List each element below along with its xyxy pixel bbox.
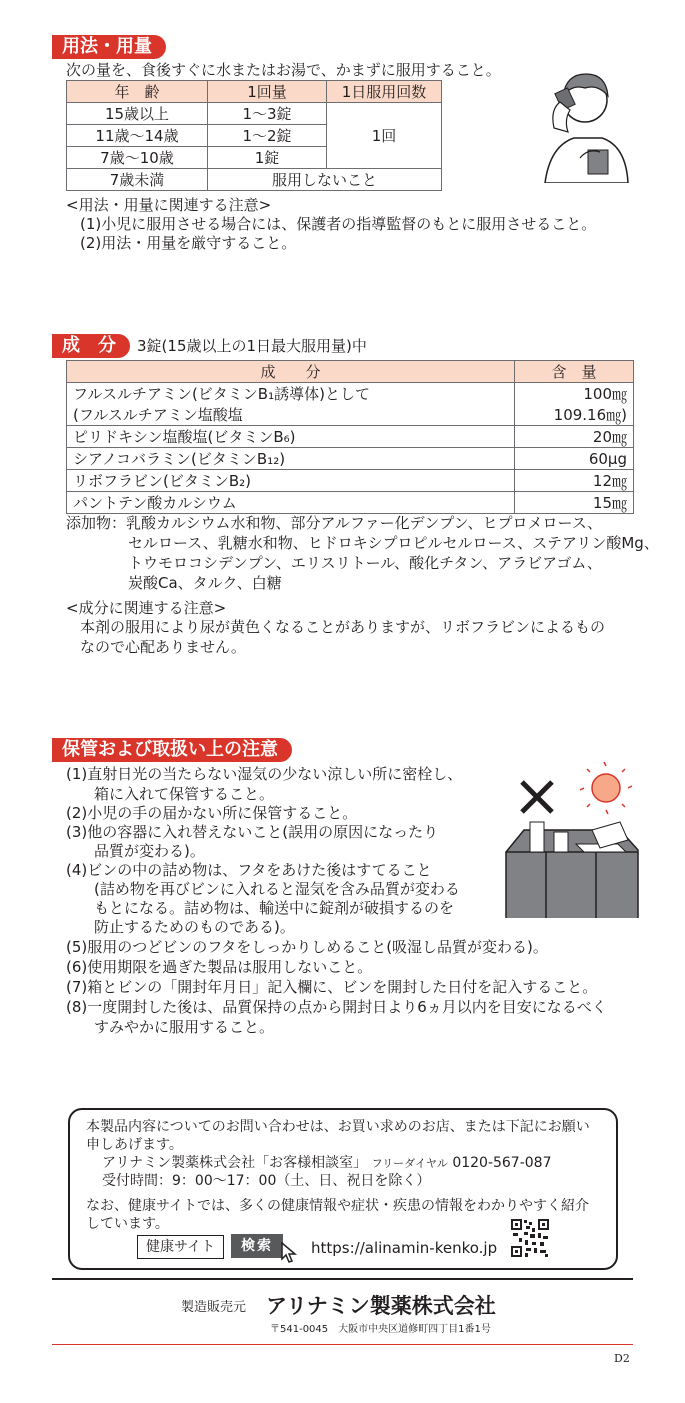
contact-hours: 受付時間：9：00～17：00（土、日、祝日を除く） (102, 1173, 431, 1189)
ingredients-notes-title: <成分に関連する注意> (66, 599, 227, 617)
ingredient-name: ピリドキシン塩酸塩(ビタミンB₆) (67, 426, 515, 448)
storage-line: もとになる。詰め物は、輸送中に錠剤が破損するのを (94, 899, 455, 917)
manufacturer-label: 製造販売元 (181, 1300, 247, 1315)
row-dose: 1錠 (208, 147, 327, 169)
dosage-table (66, 80, 442, 191)
row-age: 15歳以上 (67, 103, 208, 125)
additives-line-4: 炭酸Ca、タルク、白糖 (128, 574, 282, 592)
manufacturer-name: アリナミン製薬株式会社 (266, 1294, 496, 1318)
storage-shelf-illustration (500, 760, 640, 920)
storage-line: (3)他の容器に入れ替えないこと(誤用の原因になったり (66, 823, 439, 841)
row-age: 7歳未満 (67, 169, 208, 191)
usage-intro: 次の量を、食後すぐに水またはお湯で、かまずに服用すること。 (66, 61, 501, 79)
storage-line: (5)服用のつどビンのフタをしっかりしめること(吸湿し品質が変わる)。 (66, 938, 548, 956)
cursor-arrow-icon (280, 1242, 298, 1264)
storage-line: (4)ビンの中の詰め物は、フタをあけた後はすてること (66, 861, 432, 879)
header-dose: 1回量 (208, 81, 327, 103)
usage-notes-title: <用法・用量に関連する注意> (66, 196, 272, 214)
ingredient-amount: 12㎎ (515, 470, 634, 492)
row-age: 11歳～14歳 (67, 125, 208, 147)
contact-line-1: 本製品内容についてのお問い合わせは、お買い求めのお店、または下記にお願い (86, 1119, 590, 1135)
additives-line-3: トウモロコシデンプン、エリスリトール、酸化チタン、アラビアゴム、 (128, 554, 602, 572)
ingredient-name: シアノコバラミン(ビタミンB₁₂) (67, 448, 515, 470)
freedial-label: フリーダイヤル (371, 1157, 448, 1170)
row-age: 7歳～10歳 (67, 147, 208, 169)
additives-line-1: 添加物：乳酸カルシウム水和物、部分アルファー化デンプン、ヒプロメロース、 (66, 514, 603, 532)
header-amount: 含 量 (515, 361, 634, 383)
health-site-label: 健康サイト (137, 1235, 224, 1259)
usage-note-2: (2)用法・用量を厳守すること。 (80, 234, 297, 252)
row-dose: 1～2錠 (208, 125, 327, 147)
usage-badge: 用法・用量 (52, 35, 166, 59)
ingredient-amount: 109.16㎎) (515, 404, 634, 426)
header-age: 年 齢 (67, 81, 208, 103)
storage-line: (1)直射日光の当たらない湿気の少ない涼しい所に密栓し、 (66, 765, 463, 783)
contact-line-2: 申しあげます。 (86, 1137, 183, 1153)
storage-line: (2)小児の手の届かない所に保管すること。 (66, 804, 358, 822)
storage-line: 防止するためのものである)。 (94, 918, 295, 936)
ingredient-amount: 60μg (515, 448, 634, 470)
ingredients-note-1: 本剤の服用により尿が黄色くなることがありますが、リボフラビンによるもの (80, 618, 606, 636)
usage-note-1: (1)小児に服用させる場合には、保護者の指導監督のもとに服用させること。 (80, 215, 597, 233)
ingredient-name: フルスルチアミン(ビタミンB₁誘導体)として (67, 383, 515, 405)
phone-number: 0120-567-087 (452, 1155, 552, 1171)
storage-line: 品質が変わる)。 (94, 842, 205, 860)
ingredient-amount: 100㎎ (515, 383, 634, 405)
page-number: D2 (614, 1352, 630, 1365)
header-times: 1日服用回数 (327, 81, 442, 103)
storage-line: (6)使用期限を過ぎた製品は服用しないこと。 (66, 958, 373, 976)
search-button[interactable]: 検索 (231, 1234, 283, 1258)
contact-company-name: アリナミン製薬株式会社「お客様相談室」 (102, 1155, 368, 1171)
qr-code-icon (510, 1218, 550, 1258)
health-line-2: しています。 (86, 1216, 169, 1232)
ingredients-note-2: なので心配ありません。 (80, 638, 246, 656)
storage-badge: 保管および取扱い上の注意 (52, 738, 292, 762)
ingredients-subtitle: 3錠(15歳以上の1日最大服用量)中 (137, 337, 367, 355)
footer-line (52, 1344, 633, 1345)
row-dose: 服用しないこと (208, 169, 442, 191)
manufacturer-address: 〒541-0045 大阪市中央区道修町四丁目1番1号 (270, 1324, 491, 1335)
storage-line: (8)一度開封した後は、品質保持の点から開封日より6ヵ月以内を目安になるべく (66, 998, 607, 1016)
ingredients-table (66, 360, 634, 514)
ingredient-name: リボフラビン(ビタミンB₂) (67, 470, 515, 492)
storage-line: (詰め物を再びビンに入れると湿気を含み品質が変わる (94, 880, 460, 898)
ingredients-badge: 成 分 (52, 334, 130, 358)
storage-line: 箱に入れて保管すること。 (94, 785, 275, 803)
footer-divider (52, 1278, 633, 1280)
header-ingredient: 成 分 (67, 361, 515, 383)
ingredient-amount: 15㎎ (515, 492, 634, 514)
health-site-url[interactable]: https://alinamin-kenko.jp (311, 1239, 498, 1257)
additives-line-2: セルロース、乳糖水和物、ヒドロキシプロピルセルロース、ステアリン酸Mg、 (128, 534, 659, 552)
storage-line: (7)箱とビンの「開封年月日」記入欄に、ビンを開封した日付を記入すること。 (66, 978, 598, 996)
ingredient-name: パントテン酸カルシウム (67, 492, 515, 514)
row-dose: 1～3錠 (208, 103, 327, 125)
person-drinking-illustration (540, 58, 630, 183)
ingredient-name: (フルスルチアミン塩酸塩 (67, 404, 515, 426)
ingredient-amount: 20㎎ (515, 426, 634, 448)
storage-line: すみやかに服用すること。 (94, 1018, 275, 1036)
health-line-1: なお、健康サイトでは、多くの健康情報や症状・疾患の情報をわかりやすく紹介 (86, 1198, 590, 1214)
times-cell: 1回 (327, 103, 442, 169)
